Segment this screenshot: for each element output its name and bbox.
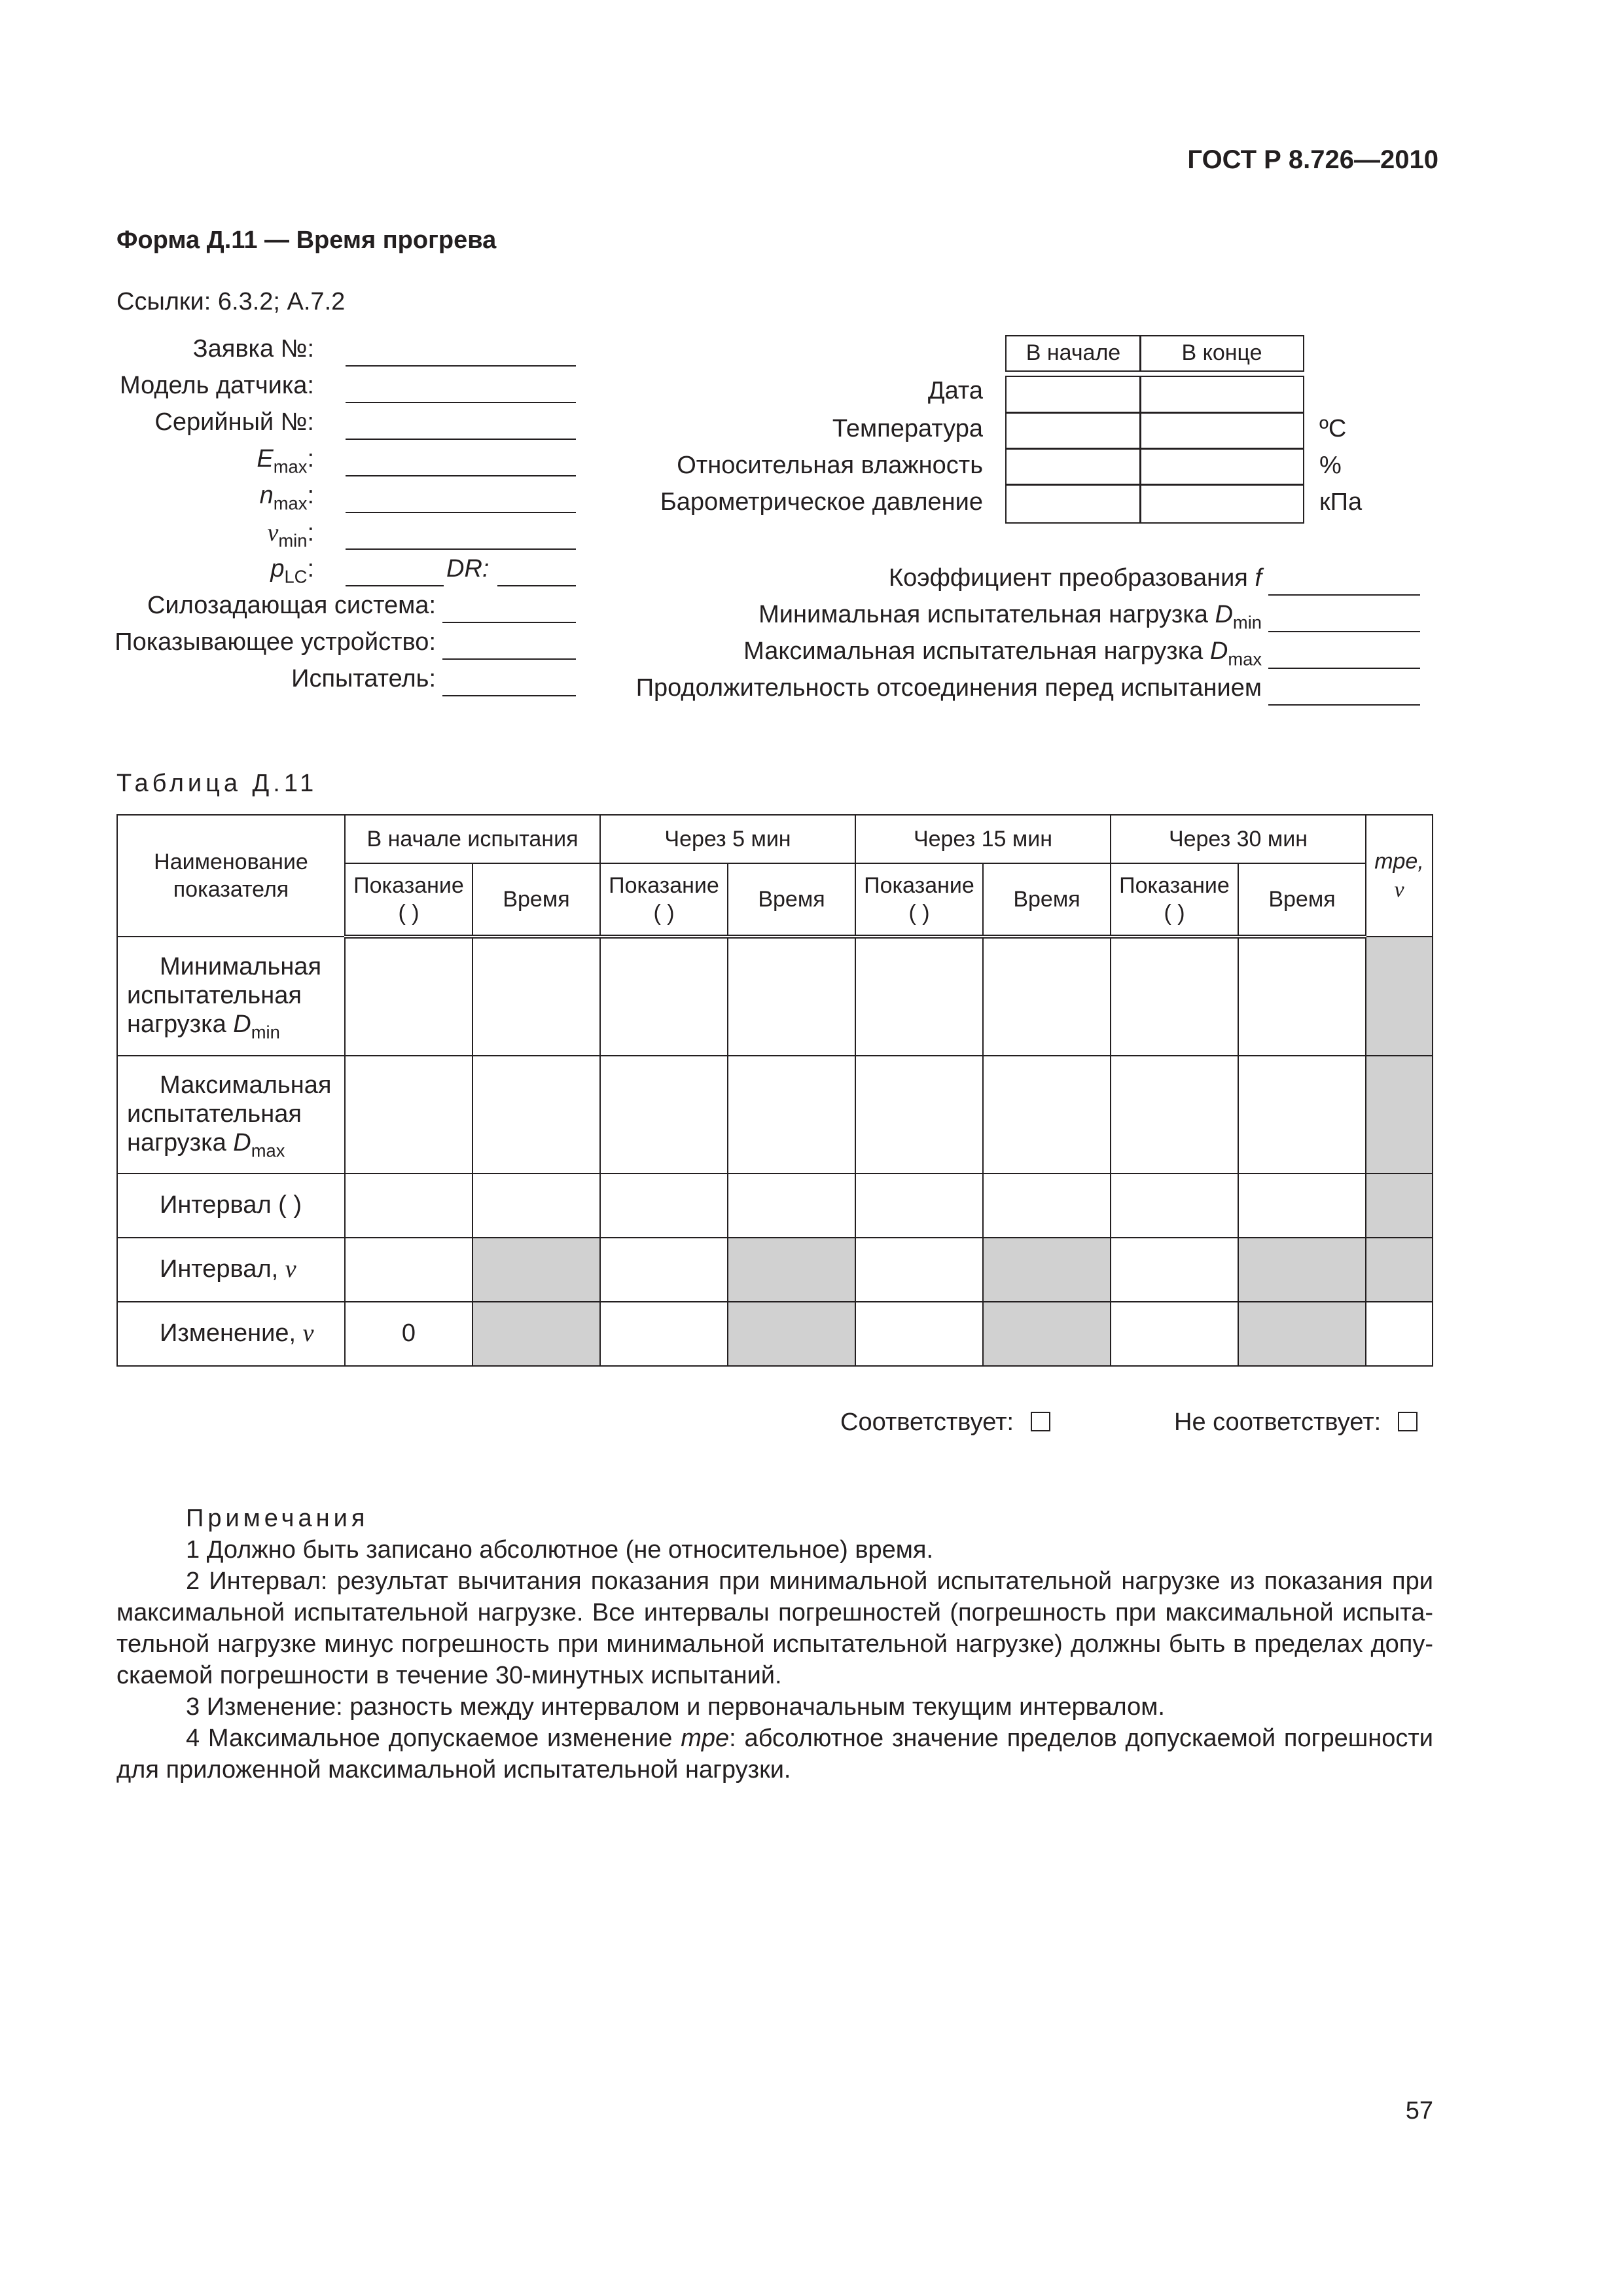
group-start: В начале испытания: [345, 815, 600, 863]
table-cell[interactable]: [855, 1056, 983, 1174]
table-cell[interactable]: [1238, 1056, 1366, 1174]
table-cell[interactable]: [1238, 1174, 1366, 1238]
table-cell[interactable]: [1111, 937, 1238, 1056]
coef-label: Коэффициент преобразования f: [888, 564, 1262, 592]
request-field[interactable]: [346, 342, 576, 367]
dmax-field[interactable]: [1268, 644, 1420, 669]
shaded-cell: [983, 1238, 1111, 1302]
force-system-field[interactable]: [442, 598, 576, 623]
table-cell[interactable]: [855, 937, 983, 1056]
shaded-cell: [1238, 1238, 1366, 1302]
tester-field[interactable]: [442, 672, 576, 696]
standard-code: ГОСТ Р 8.726—2010: [1187, 145, 1438, 174]
env-date-end[interactable]: [1139, 376, 1304, 414]
time-header: Время: [728, 863, 855, 937]
table-cell[interactable]: [728, 1174, 855, 1238]
row-interval-label: Интервал ( ): [117, 1174, 345, 1238]
table-cell[interactable]: [728, 937, 855, 1056]
table-cell[interactable]: [1238, 937, 1366, 1056]
table-cell[interactable]: [728, 1056, 855, 1174]
table-cell[interactable]: [473, 1056, 600, 1174]
note-2: 2 Интервал: результат вычитания показания при минимальной испытательной нагрузке из показания при максимальной испытательной нагрузке. Все интервалы погрешностей (погрешность при максимальной испытательной нагрузке минус погрешность при минимальной испытательной нагрузке) должны быть в пределах допускаемой погрешности в течение 30-минутных испытаний.: [116, 1568, 1433, 1689]
shaded-cell: [1366, 937, 1433, 1056]
env-humidity-end[interactable]: [1139, 448, 1304, 486]
indicator-field[interactable]: [442, 635, 576, 660]
note-1: 1 Должно быть записано абсолютное (не относительное) время.: [186, 1536, 934, 1564]
env-date-start[interactable]: [1005, 376, 1141, 414]
force-system-label: Силозадающая система:: [147, 592, 436, 619]
notes-heading: Примечания: [186, 1505, 369, 1532]
table-cell[interactable]: [345, 1056, 473, 1174]
table-cell[interactable]: [345, 937, 473, 1056]
shaded-cell: [1366, 1056, 1433, 1174]
notes-block: [116, 1503, 1433, 1785]
table-cell[interactable]: [855, 1174, 983, 1238]
table-row: [117, 937, 1433, 1056]
mpe-header: mpe, v: [1366, 815, 1433, 937]
table-cell[interactable]: [600, 1174, 728, 1238]
pass-checkbox[interactable]: [1031, 1412, 1050, 1431]
vmin-field[interactable]: [346, 525, 576, 550]
warmup-table: [116, 814, 1433, 1367]
dr-label: DR:: [446, 555, 490, 583]
group-5min: Через 5 мин: [600, 815, 855, 863]
unit-celsius: ºС: [1319, 415, 1347, 442]
group-30min: Через 30 мин: [1111, 815, 1366, 863]
shaded-cell: [473, 1238, 600, 1302]
row-dmax-label: Максимальная испытательная нагрузка $D_{max}$: [117, 1056, 345, 1174]
table-row: [117, 1174, 1433, 1238]
emax-field[interactable]: [346, 452, 576, 476]
table-cell[interactable]: [855, 1238, 983, 1302]
env-col-start: В начале: [1005, 335, 1141, 372]
note-3: 3 Изменение: разность между интервалом и первоначальным текущим интервалом.: [186, 1693, 1165, 1721]
table-caption: Таблица Д.11: [116, 770, 318, 797]
table-cell[interactable]: [473, 937, 600, 1056]
env-pressure-start[interactable]: [1005, 484, 1141, 524]
disconnect-field[interactable]: [1268, 681, 1420, 706]
emax-label: $E_{max}$:: [257, 445, 314, 477]
table-cell[interactable]: [1111, 1302, 1238, 1366]
table-cell[interactable]: [983, 1056, 1111, 1174]
row-dmin-label: Минимальная испытательная нагрузка $D_{min}$: [117, 937, 345, 1056]
tester-label: Испытатель:: [291, 665, 436, 692]
table-cell[interactable]: [600, 1302, 728, 1366]
col-name-header: Наименование показателя: [117, 815, 345, 937]
fail-checkbox[interactable]: [1398, 1412, 1418, 1431]
table-cell[interactable]: [600, 1056, 728, 1174]
reading-header: Показание ( ): [1111, 863, 1238, 937]
table-cell[interactable]: [1111, 1174, 1238, 1238]
form-title: Форма Д.11 — Время прогрева: [116, 226, 497, 254]
note-4: 4 Максимальное допускаемое изменение mpe: абсолютное значение пределов допускаемой погрешности для приложенной максимальной испытательной нагрузки.: [116, 1725, 1434, 1784]
indicator-label: Показывающее устройство:: [115, 628, 436, 656]
time-header: Время: [473, 863, 600, 937]
table-cell[interactable]: [600, 1238, 728, 1302]
row-interval-v-label: Интервал, v: [117, 1238, 345, 1302]
change-start-value: 0: [345, 1302, 473, 1366]
env-temp-end[interactable]: [1139, 412, 1304, 450]
env-col-end: В конце: [1139, 335, 1304, 372]
table-cell[interactable]: [983, 1174, 1111, 1238]
serial-field[interactable]: [346, 415, 576, 440]
dmin-field[interactable]: [1268, 607, 1420, 632]
shaded-cell: [728, 1238, 855, 1302]
dmin-label: Минимальная испытательная нагрузка $D_{min}$: [758, 601, 1262, 633]
table-cell[interactable]: [1366, 1302, 1433, 1366]
table-cell[interactable]: [345, 1174, 473, 1238]
dr-field[interactable]: [497, 562, 576, 586]
page-number: 57: [1405, 2097, 1433, 2125]
env-temp-start[interactable]: [1005, 412, 1141, 450]
row-change-label: Изменение, v: [117, 1302, 345, 1366]
model-label: Модель датчика:: [119, 372, 314, 399]
serial-label: Серийный №:: [154, 408, 314, 436]
table-cell[interactable]: [1111, 1238, 1238, 1302]
verdict-pass: Соответствует:: [840, 1408, 1050, 1437]
group-15min: Через 15 мин: [855, 815, 1111, 863]
shaded-cell: [1366, 1174, 1433, 1238]
reading-header: Показание ( ): [345, 863, 473, 937]
coef-field[interactable]: [1268, 571, 1420, 596]
table-cell[interactable]: [1111, 1056, 1238, 1174]
shaded-cell: [728, 1302, 855, 1366]
env-row-temperature: Температура: [832, 415, 983, 442]
nmax-label: $n_{max}$:: [259, 482, 314, 514]
env-row-humidity: Относительная влажность: [677, 452, 983, 479]
unit-kpa: кПа: [1319, 488, 1363, 516]
table-cell[interactable]: [983, 937, 1111, 1056]
time-header: Время: [983, 863, 1111, 937]
table-cell[interactable]: [600, 937, 728, 1056]
request-label: Заявка №:: [192, 335, 314, 363]
dmax-label: Максимальная испытательная нагрузка $D_{max}$: [743, 637, 1262, 670]
shaded-cell: [1366, 1238, 1433, 1302]
plc-label: $p_{LC}$:: [270, 555, 314, 587]
plc-field[interactable]: [346, 562, 444, 586]
env-row-date: Дата: [927, 377, 983, 404]
env-humidity-start[interactable]: [1005, 448, 1141, 486]
shaded-cell: [1238, 1302, 1366, 1366]
reading-header: Показание ( ): [855, 863, 983, 937]
env-row-pressure: Барометрическое давление: [660, 488, 983, 516]
shaded-cell: [983, 1302, 1111, 1366]
model-field[interactable]: [346, 378, 576, 403]
references: Ссылки: 6.3.2; А.7.2: [116, 288, 346, 315]
reading-header: Показание ( ): [600, 863, 728, 937]
table-row: [117, 1238, 1433, 1302]
table-row: [117, 1302, 1433, 1366]
table-cell[interactable]: [855, 1302, 983, 1366]
shaded-cell: [473, 1302, 600, 1366]
time-header: Время: [1238, 863, 1366, 937]
unit-percent: %: [1319, 452, 1342, 479]
table-row: [117, 1056, 1433, 1174]
env-pressure-end[interactable]: [1139, 484, 1304, 524]
verdict-fail: Не соответствует:: [1174, 1408, 1418, 1437]
table-cell[interactable]: [345, 1238, 473, 1302]
table-cell[interactable]: [473, 1174, 600, 1238]
nmax-field[interactable]: [346, 488, 576, 513]
disconnect-label: Продолжительность отсоединения перед испытанием: [635, 674, 1262, 702]
vmin-label: $v_{min}$:: [267, 519, 314, 551]
